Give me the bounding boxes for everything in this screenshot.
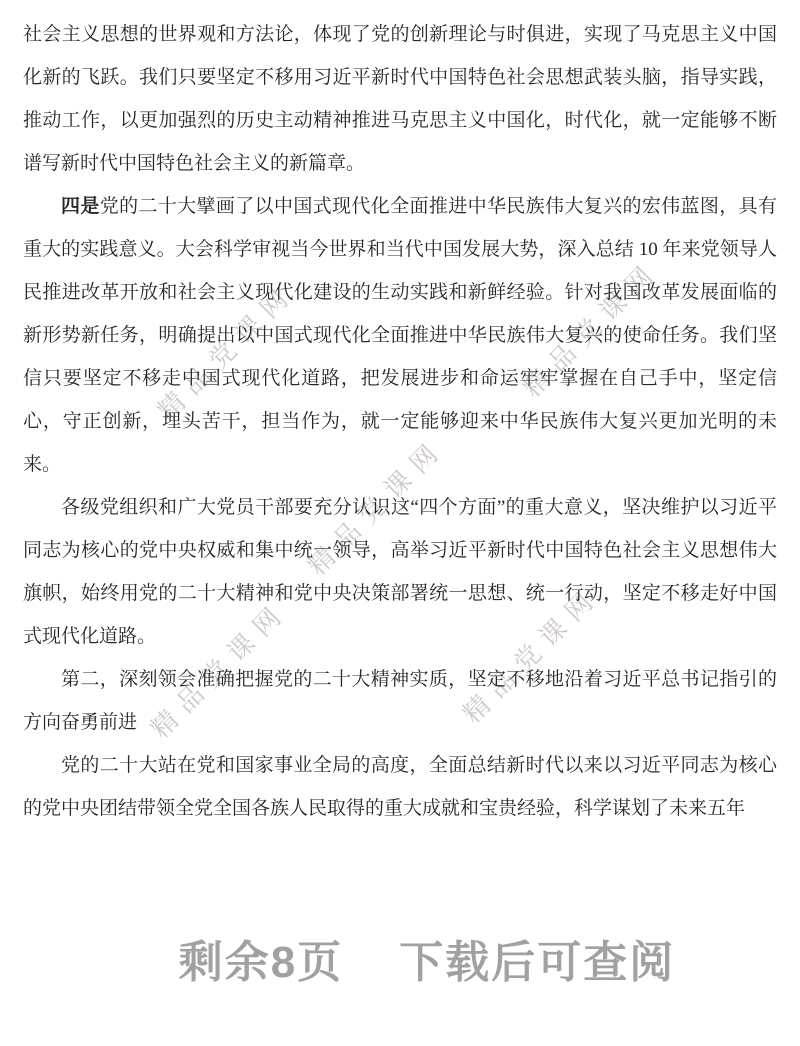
watermark: 精品党课网: [457, 581, 606, 729]
watermark: 精品党课网: [145, 596, 294, 744]
paragraph: [23, 658, 777, 744]
paragraph-lead: 四是: [61, 196, 100, 217]
paragraph-text: 社会主义思想的世界观和方法论，体现了党的创新理论与时俱进，实现了马克思主义中国化新的飞跃。我们只要坚定不移用习近平新时代中国特色社会思想武装头脑，指导实践，推动工作，以更加强烈的历史主动精神推进马克思主义中国化，时代化，就一定能够不断谱写新时代中国特色社会主义的新篇章。: [23, 24, 777, 174]
paragraph: [23, 185, 777, 486]
watermark: 精品党课网: [302, 433, 451, 581]
paragraph-text: 各级党组织和广大党员干部要充分认识这“四个方面”的重大意义，坚决维护以习近平同志为核心的党中央权威和集中统一领导，高举习近平新时代中国特色社会主义思想伟大旗帜，始终用党的二十大精神和党中央决策部署统一思想、统一行动，坚定不移走好中国式现代化道路。: [23, 497, 777, 647]
paragraph: [23, 13, 777, 185]
pages-remaining-text: 剩余8页: [178, 938, 344, 987]
document-content: [23, 13, 777, 830]
paragraph: [23, 486, 777, 658]
pages-remaining-banner: [27, 938, 800, 988]
watermark: 精品党课网: [517, 255, 666, 403]
watermark: 精品党课网: [152, 278, 301, 426]
paragraph: [23, 744, 777, 830]
paragraph-text: 党的二十大站在党和国家事业全局的高度，全面总结新时代以来以习近平同志为核心的党中央团结带领全党全国各族人民取得的重大成就和宝贵经验，科学谋划了未来五年: [23, 755, 777, 819]
paragraph-text: 党的二十大擘画了以中国式现代化全面推进中华民族伟大复兴的宏伟蓝图，具有重大的实践意义。大会科学审视当今世界和当代中国发展大势，深入总结 10 年来党领导人民推进改革开放和社会主义现代化建设的生动实践和新鲜经验。针对我国改革发展面临的新形势新任务，明确提出以中国式现代化全面推进中华民族伟大复兴的使命任务。我们坚信只要坚定不移走中国式现代化道路，把发展进步和命运牢牢掌握在自己手中，坚定信心，守正创新，埋头苦干，担当作为，就一定能够迎来中华民族伟大复兴更加光明的未来。: [23, 196, 777, 475]
paragraph-text: 第二，深刻领会准确把握党的二十大精神实质，坚定不移地沿着习近平总书记指引的方向奋勇前进: [23, 669, 777, 733]
download-hint-text: 下载后可查阅: [399, 938, 676, 987]
